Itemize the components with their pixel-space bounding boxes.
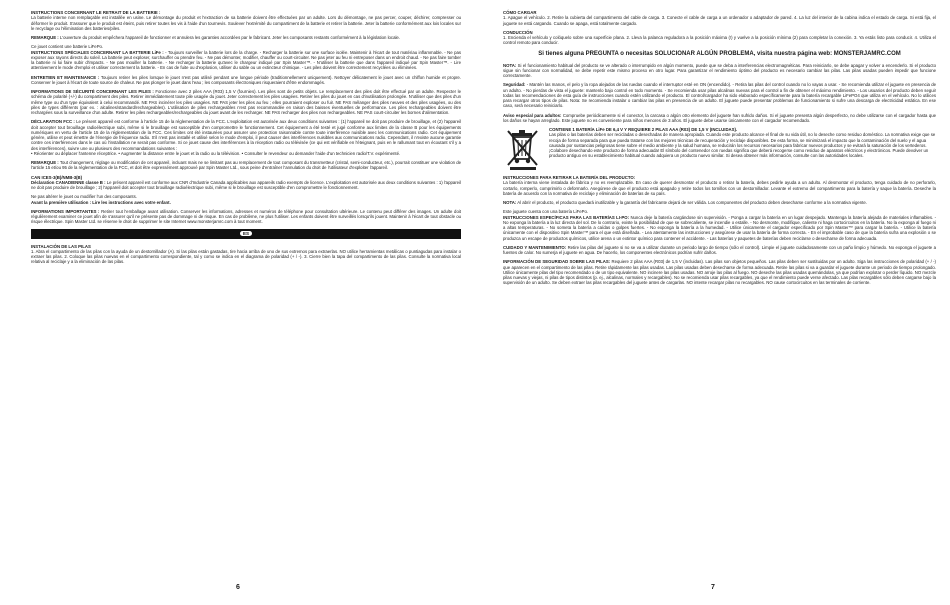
maintenance-lead: ENTRETIEN ET MAINTENANCE : <box>31 74 100 80</box>
fcc-remark-section <box>31 160 461 171</box>
note-section <box>503 63 936 79</box>
remark-lead: REMARQUE : <box>31 35 59 40</box>
lifepo-lead: INSTRUCTIONS SPÉCIALES CONCERNANT LA BATTERIE LiFe : <box>31 49 164 55</box>
battery-safety-lead: INFORMATIONS DE SÉCURITÉ CONCERNANT LES PILES : <box>31 89 154 94</box>
fcc-text: Le présent appareil est conforme à l'article 15 de la réglementation de la FCC. L'exploitation est autorisée aux deux conditions suivantes : (1) l'appareil ne doit pas produire de brouillage, et (2) l'appareil doit accepter tout brouillage radioélectrique subi, même si le brouillage est susceptible d'en compromettre le fonctionnement. Cet équipement a été testé et jugé conforme aux limites de la classe B pour les équipements numériques en vertu de l'article 15 de la réglementation de la FCC. Ces limites ont été instaurées pour assurer une protection raisonnable contre toute interférence nuisible avec les communications radio. Cet équipement génère, utilise et peut émettre de l'énergie de fréquence radio. S'il n'est pas installé et utilisé selon le mode d'emploi, il peut causer des interférences nuisibles aux communications radio. Cependant, il n'existe aucune garantie contre ces interférences dans le cas où l'installation ne serait pas conforme. Si ce jouet cause des interférences à la réception radio ou télévisée (ce qui est vérifiable en l'éteignant, puis en le rallumant tout en écoutant s'il y a des interférences), suivre une ou plusieurs des recommandations suivantes : <box>31 119 461 151</box>
lifepo-text: - Toujours surveiller la batterie lors de la charge. - Recharger la batterie sur une surface isolée. Maintenir à l'écart de tout matériau inflammable. - Ne pas exposer aux rayons directs du soleil. La batterie peut exploser, surchauffer ou prendre feu. - Ne pas démonter, modifier, chauffer ou court-circuiter. Ne pas jeter au feu ni entreposer dans un endroit chaud. - Ne pas faire tomber la batterie ni lui faire subir d'impacts. - Ne pas mouiller la batterie. - Ne recharger la batterie qu'avec le chargeur indiqué par Spin Master™. - N'utiliser la batterie que dans l'appareil indiqué par Spin Master™. - Lire attentivement le mode d'emploi et utiliser correctement la batterie. - En cas de fuite ou d'explosion, utiliser du sable ou un extincteur chimique. - Les piles doivent être correctement recyclées ou éliminées. <box>31 49 462 71</box>
note-es-text: Al abrir el producto, el producto quedará inutilizable y la garantía del fabricante dejará de ser válida. Los componentes del producto deben desecharse conforme a la normativa vigente. <box>517 200 867 205</box>
lipo-es-section <box>503 209 936 241</box>
page-left-column <box>31 10 461 269</box>
fcc-section <box>31 119 461 156</box>
battery-removal-title: INSTRUCTIONS CONCERNANT LE RETRAIT DE LA BATTERIE : <box>31 10 161 15</box>
note-text: Si el funcionamiento habitual del producto se ve alterado o interrumpido en algún momento, puede que se deba a interferencias electromagnéticas. Para reiniciarlo, se debe apagar y volver a encenderlo. Si el producto sigue sin funcionar con normalidad, se debe repetir este mismo proceso en otro lugar. Para garantizar el rendimiento óptimo del producto es necesario cambiar las pilas. Las pilas usadas pueden impedir que funcione correctamente. <box>503 62 936 78</box>
canada-title: CAN ICES-3(B)/NMB-3(B) <box>31 174 83 180</box>
battery-safety-es-section <box>503 259 936 285</box>
weee-title: CONTIENE 1 BATERÍA LiFe DE 6,4 V Y REQUIERE 2 PILAS AAA (R03) DE 1,5 V (INCLUIDAS). <box>549 127 738 132</box>
battery-removal-text: La batterie interne non remplaçable est installée en usine. Le démontage du produit et l'extraction de sa batterie doivent être effectuées par un adulte. Lors du démontage, ne pas percer, couper, déchirer, compresser ou déformer le produit. S'assurer que le produit est éteint, puis retirer toutes les vis à l'aide d'un tournevis. Soulever l'extrémité du compartiment de la batterie et retirer la batterie. Jeter la batterie conformément aux lois locales sur le recyclage ou l'élimination des batteries/piles. <box>31 15 461 31</box>
safety-lead: Seguridad: <box>503 82 526 88</box>
first-use-text: Ne pas altérer le jouet ou modifier l'un des composants. <box>31 194 137 200</box>
care-lead: CUIDADO Y MANTENIMIENTO: <box>503 244 567 250</box>
important-info-text: Retirer tout l'emballage avant utilisation. Conserver les informations, adresses et numéros de téléphone pour consultation ultérieure. Le contenu peut différer des images. Un adulte doit régulièrement examiner ce jouet afin de s'assurer qu'il ne présente pas de dommage ni de risque. En cas de problème, ne plus l'utiliser. Les enfants doivent être surveillés lorsqu'ils jouent. Maintenir à l'écart de tout obstacle ou risque électrique. Spin Master Ltd. se réserve le droit de supprimer le site Internet www.monsterjamrc.com à tout moment. <box>31 208 461 225</box>
language-badge: ES <box>240 231 252 236</box>
canada-section <box>31 175 461 191</box>
adult-notice-lead: Aviso especial para adultos: <box>503 112 562 118</box>
important-info-section <box>31 209 461 225</box>
battery-removal-section <box>31 10 461 31</box>
important-info-lead: INFORMATIONS IMPORTANTES : <box>31 208 100 214</box>
support-banner: Si tienes alguna PREGUNTA o necesitas SOLUCIONAR ALGÚN PROBLEMA, visita nuestra página web: MONSTERJAMRC.COM <box>538 50 901 57</box>
first-use-section <box>31 194 461 205</box>
battery-safety-text: Fonctionne avec 2 piles AAA (R03) 1,5 V (fournies). Les piles sont de petits objets. Le remplacement des piles doit être effectué par un adulte. Respecter le schéma de polarité (+/-) du compartiment des piles. Retirer immédiatement toute pile usagée du jouet. Jeter correctement les piles usagées. Retirer les piles du jouet en cas d'inutilisation prolongée. N'utiliser que des piles d'un même type ou d'un type équivalent à celui recommandé. NE PAS incinérer les piles usagées. NE PAS jeter les piles au feu ; elles pourraient exploser ou fuir. NE PAS mélanger des piles neuves et des piles usagées, ou des piles de types différents (par ex. : alcalines/standard/rechargeables). L'utilisation de piles rechargeables n'est pas recommandée en raison des baisses éventuelles de performance. Les piles rechargeables doivent être rechargées sous la surveillance d'un adulte. Retirer les piles rechargeables/rechargeables du jouet avant de les recharger. NE PAS recharger des piles non rechargeables. NE PAS court-circuiter les bornes d'alimentation. <box>31 89 461 115</box>
remark-text: L'ouverture du produit empêchera l'appareil de fonctionner et annulera les garanties accordées par le fabricant. Jeter les composants restants conformément à la législation locale. <box>59 35 401 40</box>
driving-text: 1. Encienda el vehículo y colóquelo sobre una superficie plana. 2. Lleva la palanca reguladora a la posición máxima (!) y vuelve a la posición mínima (2) para completar la conexión. 3. Ya estás listo para conducir. 4. Utiliza el control remoto para conducir. <box>503 35 936 46</box>
battery-safety-es-text: Requiere 2 pilas AAA (R03) de 1,5 V (incluidas). Las pilas son objetos pequeños. Las pilas deben ser sustituidas por un adulto. Siga las instrucciones de polaridad (+ / -) que aparecen en el compartimento de las pilas. Retire rápidamente las pilas usadas. Las pilas usadas deben desecharse de forma adecuada. Retire las pilas si va a guardar el juguete durante un periodo de tiempo prolongado. Utilice únicamente pilas del tipo recomendado o de un tipo equivalente. NO incinere las pilas usadas. NO arroje las pilas al fuego. NO deseche las pilas usadas quemándolas, ya que podrían explotar o perder líquido. NO mezcle pilas nuevas y viejas, ni pilas de tipos distintos (p. ej., alcalinas, normales y recargables). No se recomienda usar pilas recargables, ya que el rendimiento puede verse afectado. Las pilas recargables sólo deben cargarse bajo la supervisión de un adulto. Se deben extraer las pilas recargables del juguete antes de cargarlas. NO intente recargar pilas no recargables. NO cause cortocircuitos en las terminales de corriente. <box>503 259 936 286</box>
driving-title: CONDUCCIÓN <box>503 29 533 35</box>
remark-section <box>31 35 461 40</box>
adult-notice-section <box>503 113 936 124</box>
charging-title: CÓMO CARGAR <box>503 10 537 15</box>
maintenance-text: Toujours retirer les piles lorsque le jouet n'est pas utilisé pendant une longue période (traditionnellement uniquement). Nettoyer délicatement le jouet avec un chiffon humide et propre. Conserver le jouet à l'écart de toute source de chaleur. Ne pas plonger le jouet dans l'eau ; les composants électroniques risqueraient d'être endommagés. <box>31 74 461 85</box>
care-section <box>503 245 936 256</box>
page-number-left: 6 <box>236 584 240 591</box>
battery-install-title: INSTALACIÓN DE LAS PILAS <box>31 243 91 249</box>
fcc-remark-lead: REMARQUE : <box>31 160 59 165</box>
safety-text: - Mantén las manos, el pelo y la ropa alejados de las ruedas cuando el interruptor esté en ON (encendido). - Retira las pilas del control cuando no lo vayas a usar. - Se recomienda utilizar el juguete en presencia de un adulto. - No pierdas de vista el juguete: mantenlo bajo control en todo momento. - Se recomienda usar pilas alcalinas nuevas para el control a fin de obtener el máximo rendimiento. - Los usuarios del producto deben seguir todas las recomendaciones de esta guía de instrucciones cuando estén utilizando el producto. El control/cargador ha sido elaborado específicamente para la batería recargable LiFePO4 que utiliza en el vehículo. No lo utilices para recargar otros tipos de pilas. Nota: Se recomienda instalar o cambiar las pilas en presencia de un adulto. El juguete puede presentar problemas de funcionamiento si sufre una descarga de electricidad estática. En ese caso, será necesario reiniciarlo. <box>503 82 936 109</box>
battery-removal-es-title: INSTRUCCIONES PARA RETIRAR LA BATERÍA DEL PRODUCTO: <box>503 175 636 180</box>
first-use-bold: Avant la première utilisation : Lire les instructions avec votre enfant. <box>31 199 171 205</box>
fcc-lead: DÉCLARATION FCC : <box>31 119 75 125</box>
battery-removal-es-text: La batería interna viene instalada de fábrica y no es reemplazable. En caso de querer desmontar el producto o retirar la batería, debes pedirle ayuda a un adulto. Al desmontar el producto, tenga cuidado de no perforarlo, cortarlo, romperlo, comprimirlo o deformarlo. Asegúrese de que el producto está apagado y retire todos los tornillos con un destornillador. Levante el extremo del compartimento para la batería y saque la batería. Deseche la batería de acuerdo con la normativa de reciclaje y eliminación de baterías de su país. <box>503 180 936 196</box>
weee-section <box>503 127 936 171</box>
maintenance-section <box>31 75 461 86</box>
lifepo-intro: Ce jouet contient une batterie LiFePo. <box>31 44 104 50</box>
battery-safety-section <box>31 89 461 115</box>
fcc-remark-text: Tout changement, réglage ou modification de cet appareil, incluant mais ne se limitant pas au remplacement de tout composant du transmetteur (cristal, semi-conducteur, etc.), pourrait constituer une violation de l'article 15 et/ou 95 de la réglementation de la FCC, et doit être expressément approuvé par Spin Master Ltd., sous peine d'entraîner l'annulation du droit de l'utilisateur d'exploiter l'appareil. <box>31 160 461 171</box>
adult-notice-text: Compruebe periódicamente si el conector, la carcasa o algún otro elemento del juguete han sufrido daños. Si el juguete presenta algún desperfecto, no debe utilizarse con el cargador hasta que los daños se hayan arreglado. Este juguete no es conveniente para niños menores de 3 años. El juguete debe usarse únicamente con el cargador recomendado. <box>503 112 936 123</box>
canada-text: Le présent appareil est conforme aux CNR d'Industrie Canada applicables aux appareils radio exempts de licence. L'exploitation est autorisée aux deux conditions suivantes : 1) l'appareil ne doit pas produire de brouillage ; 2) l'appareil doit accepter tout brouillage radioélectrique subi, même si le brouillage est susceptible d'en compromettre le fonctionnement. <box>31 179 461 190</box>
driving-section <box>503 30 936 46</box>
page-right-column <box>503 10 936 290</box>
safety-section <box>503 82 936 108</box>
spanish-language-bar <box>31 229 461 239</box>
battery-install-section <box>31 244 461 265</box>
lipo-es-lead: INSTRUCCIONES ESPECÍFICAS PARA LAS BATERÍAS LI-PO: <box>503 214 630 220</box>
note-es-lead: NOTA: <box>503 200 517 205</box>
fcc-list: • Réorienter ou déplacer l'antenne réceptrice. • Augmenter la distance entre le jouet et la radio ou la télévision. • Consulter le revendeur ou demander l'aide d'un technicien radio/T.V. expérimenté. <box>31 150 401 156</box>
charging-text: 1. Apague el vehículo. 2. Retire la cubierta del compartimento del cable de carga. 3. Conecte el cable de carga a un ordenador o adaptador de pared. 4. La luz del interior de la cabina indica el estado de carga. Si está fija, el juguete se está cargando. Cuando se apaga, está totalmente cargado. <box>503 15 936 26</box>
lipo-es-intro: Este juguete cuenta con una batería LiFePo. <box>503 209 589 215</box>
note-es-section <box>503 200 936 205</box>
battery-removal-es-section <box>503 175 936 196</box>
lifepo-section <box>31 44 461 70</box>
canada-lead: Déclaration CANADIENNE classe B : <box>31 179 106 185</box>
weee-text: Las pilas o las baterías deben ser recicladas o desechadas de manera apropiada. Cuando este producto alcance el final de su vida útil, no lo deseche como residuo doméstico. La normativa exige que se recoja de forma separada para que pueda tratarse con las mejores técnicas de recuperación y reciclaje disponibles. De esta forma, se minimizará el impacto que la contaminación del suelo y el agua causada por sustancias peligrosas tiene sobre el medio ambiente y la salud humana, se reducirán los recursos necesarios para fabricar nuevos productos y se evitará la saturación de los vertederos. ¡Colabore desechando este producto de forma adecuada! El símbolo del contenedor con ruedas significa que deberá recogerse como residuo de aparatos eléctricos y electrónicos. Puede devolver un producto antiguo en su establecimiento habitual cuando adquiera un producto nuevo similar. Si desea obtener más información, consulte con las autoridades locales. <box>549 132 936 159</box>
charging-section <box>503 10 936 26</box>
note-lead: NOTA: <box>503 62 517 68</box>
care-text: Retire las pilas del juguete si no se va a utilizar durante un periodo largo de tiempo (sólo el control). Limpie el juguete cuidadosamente con un paño limpio y húmedo. No exponga el juguete a fuentes de calor. No sumerja el juguete en agua. De hacerlo, los componentes electrónicos podrían sufrir daños. <box>503 244 936 255</box>
page-number-right: 7 <box>711 584 715 591</box>
battery-safety-es-lead: INFORMACIÓN DE SEGURIDAD SOBRE LAS PILAS: <box>503 259 611 265</box>
crossed-out-wheelie-bin-icon <box>503 127 543 171</box>
battery-install-text: 1. Abra el compartimento de las pilas con la ayuda de un destornillador (A). Si las pilas están gastadas, tire hacia arriba de uno de sus extremos para extraerlas. NO utilice herramientas metálicas o puntiagudas para instalar o extraer las pilas. 2. Coloque las pilas nuevas en el compartimento correspondiente, tal y como se indica en el diagrama de polaridad (+ / -). 3. Cierre bien la tapa del compartimento de las pilas. Consulte la normativa local relativa al reciclaje y a la eliminación de las pilas. <box>31 248 461 265</box>
lipo-es-text: Nunca deje la batería cargándose sin supervisión. - Ponga a cargar la batería en un lugar despejado. Mantenga la batería alejada de materiales inflamables. - No exponga la batería a la luz directa del sol. De lo contrario, existe la posibilidad de que se sobrecaliente, se incendie o estalle. - No desmonte, modifique, caliente ni haga cortocircuitos en la batería. No la exponga al fuego ni a altas temperaturas. - No someta la batería a caídas o golpes fuertes. - No exponga la batería a la humedad. - Utilice únicamente el cargador especificado por Spin Master™ para cargar la batería. - Utilice la batería únicamente con el dispositivo Spin Master™ para el que está diseñada. - Lea atentamente las instrucciones y asegúrese de usar la batería de forma correcta. - En el improbable caso de que la batería sufra una explosión o se produzca un escape de productos químicos, utilice arena o un extintor químico para contener el accidente. - Las baterías y paquetes de baterías deben reciclarse o desecharse de forma adecuada. <box>503 214 937 241</box>
weee-text-block <box>549 127 936 171</box>
